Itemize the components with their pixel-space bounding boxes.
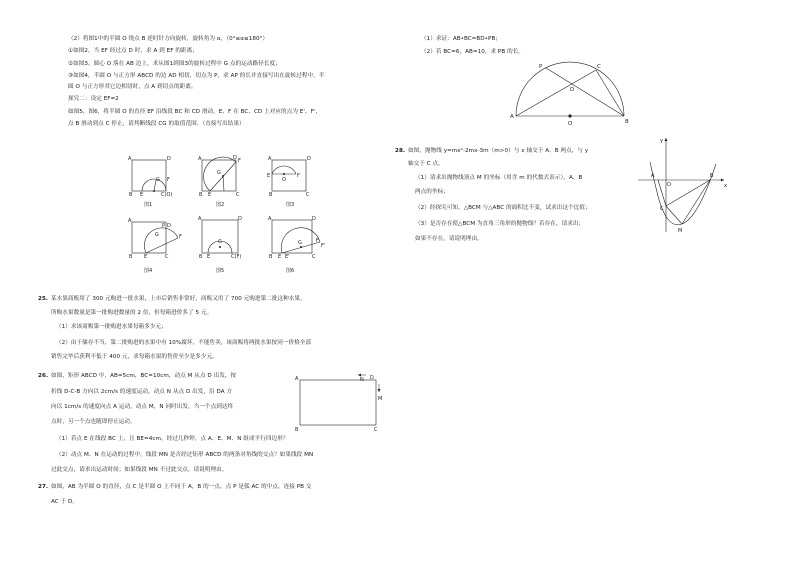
q26-line-7: 过此交点，请求出运动时间；如果线段 MN 不过此交点，请说明理由。 <box>51 467 228 473</box>
fig6-label-e: E <box>278 254 282 260</box>
q24-explore-1: 如图5，图6，将半圆 O 的直径 EF 沿线段 BC 和 CD 滑动，E、F 在 BC、CD 上对应的点为 E'、F'， <box>68 109 322 115</box>
q26-line-5: （1）若点 E 在线段 BC 上，且 BE=4cm，经过几秒钟，点 A、E、M、N 组成平行四边形？ <box>56 436 289 442</box>
q26-arrow-m-head <box>378 389 381 392</box>
q27-label-o: O <box>568 121 573 127</box>
q27-line-1: 如图，AB 为半圆 O 的直径，点 C 是半圆 O 上不同于 A，B 的一点，点 P 是弧 AC 的中点，连接 PB 交 <box>51 484 312 490</box>
fig4-caption: 图4 <box>144 268 153 274</box>
fig3-caption: 图3 <box>286 202 295 208</box>
q28-line-cm <box>666 206 682 224</box>
fig1-label-d: D <box>167 156 171 162</box>
fig2-label-e: E <box>208 192 212 198</box>
q25-line-4: （2）由于储存不当，第二批购进的水果中有 10%腐坏，不能售卖，该商贩将两批水果按同一价格全部 <box>56 340 312 346</box>
fig2-label-d: D <box>233 155 237 161</box>
fig6-label-b: B <box>269 254 273 260</box>
fig1-label-a: A <box>128 156 132 162</box>
q27-label-a: A <box>510 114 514 120</box>
fig4-label-d: D <box>167 223 171 229</box>
q26-line-4: 点时，另一个点也随即停止运动。 <box>51 419 136 425</box>
q25-line-1: 某水果商贩用了 300 元购进一批水果，上市后销售非常好，商贩又用了 700 元购进第二批这种水果， <box>51 296 306 302</box>
q24-explore-2: 点 B 滑动到点 C 停止，请判断线段 CG 的取值范围。（直接写出结果） <box>68 121 245 127</box>
fig4-square <box>132 222 166 253</box>
q28-label-c: C <box>660 206 664 212</box>
q28-figure <box>636 134 730 234</box>
fig4-label-f: F <box>179 234 182 240</box>
fig1-label-e: E <box>140 192 144 198</box>
fig1-label-b: B <box>129 192 133 198</box>
fig4-label-e: E <box>144 254 148 260</box>
fig4-label-a: A <box>128 218 132 224</box>
q28-label-y: y <box>660 138 663 144</box>
fig2-label-g: G <box>217 170 221 176</box>
fig1-caption: 图1 <box>144 202 153 208</box>
fig5-label-d: D <box>238 216 242 222</box>
q28-number: 28. <box>395 148 406 154</box>
fig5-label-b: B <box>199 254 203 260</box>
fig6-label-f: F <box>316 238 319 244</box>
q26-line-6: （2）动点 M、N 在运动的过程中，线段 MN 是否经过矩形 ABCD 的两条对角线的交点？如果线段 MN <box>56 452 314 458</box>
q27-label-b: B <box>625 119 629 125</box>
q27-part2: （2）若 BC=6，AB=10，求 PB 的长。 <box>421 49 525 55</box>
fig2-g-dot <box>222 175 224 177</box>
q27-chord-bc <box>596 70 624 116</box>
q27-center-dot <box>568 114 571 117</box>
fig3-center-dot <box>283 173 285 175</box>
fig1-center-dot <box>153 190 155 192</box>
q26-number: 26. <box>38 373 49 379</box>
fig4-diameter <box>146 238 178 253</box>
q26-label-d: D <box>370 375 374 381</box>
q28-line-4: 两点的坐标； <box>415 189 449 195</box>
q27-figure <box>508 58 628 128</box>
fig6-label-a: A <box>268 216 272 222</box>
fig6-square <box>272 220 312 253</box>
q26-label-n: N <box>360 377 364 383</box>
q28-label-x: x <box>724 183 727 189</box>
fig3-label-d: D <box>307 156 311 162</box>
fig6-caption: 图6 <box>286 268 295 274</box>
fig4-label-c: C <box>165 254 169 260</box>
fig2-caption: 图2 <box>216 202 225 208</box>
fig6-g-dot <box>300 246 302 248</box>
fig1-semicircle <box>142 179 166 191</box>
q24-part2-b: ②如图3，圆心 O 落在 AB 边上，求从图1到图3的旋转过程中 G 点的运动路径长度； <box>68 61 281 67</box>
q24-figures <box>120 150 380 280</box>
q24-part2-a: ①如图2，当 EF 经过点 D 时，求 A 到 EF 的距离； <box>68 48 198 54</box>
q25-line-5: 销售完毕后获利不低于 400 元，求每箱水果的售价至少是多少元。 <box>51 354 218 360</box>
q27-label-c: C <box>597 64 601 70</box>
fig4-label-b: B <box>129 254 133 260</box>
fig2-label-a: A <box>198 156 202 162</box>
fig6-label-g: G <box>298 240 302 246</box>
fig3-label-b: B <box>269 192 273 198</box>
fig1-square <box>132 160 166 191</box>
q28-label-o: O <box>667 182 671 188</box>
q28-line-cb <box>666 180 710 206</box>
q28-label-a: A <box>651 173 655 179</box>
q27-part1: （1）求证：AB•BC=BD•PB； <box>421 36 501 42</box>
q28-line-7: 如果不存在，请说明理由。 <box>415 236 483 242</box>
q27-line-2: AC 于 D。 <box>51 499 79 505</box>
fig3-label-a: A <box>268 156 272 162</box>
fig2-label-c: C <box>236 192 240 198</box>
q28-line-5: （2）经探究可知，△BCM 与△ABC 的面积比不变，试求出这个比值； <box>415 205 591 211</box>
fig1-label-co: C(O) <box>161 192 173 198</box>
fig6-label-c: C <box>312 254 316 260</box>
fig3-label-c: C <box>306 192 310 198</box>
q28-line-1: 如图，抛物线 y=mx²-2mx-3m（m>0）与 x 轴交于 A、B 两点，与 y <box>408 148 589 154</box>
fig3-semicircle <box>272 166 296 174</box>
q26-line-2: 折线 D-C-B 方向以 2cm/s 的速度运动，动点 N 从点 D 出发，沿 DA 方 <box>51 389 233 395</box>
q28-line-3: （1）请求出抛物线顶点 M 的坐标（用含 m 的代数式表示），A、B <box>415 175 583 181</box>
q27-label-d: D <box>570 87 575 93</box>
q24-part2-c1: ③如图4，半圆 O 与正方形 ABCD 的边 AD 相切，切点为 P，求 AP 的长并直接写出在旋转过程中，半 <box>68 73 325 79</box>
q27-label-p: P <box>539 64 543 70</box>
fig5-label-cf: C(F) <box>231 254 242 260</box>
q28-label-b: B <box>710 173 714 179</box>
q27-number: 27. <box>38 484 49 490</box>
q26-rectangle <box>300 380 376 425</box>
fig5-caption: 图5 <box>216 268 225 274</box>
q28-y-arrow <box>665 138 668 141</box>
fig3-label-e: E <box>267 173 271 179</box>
q28-x-arrow <box>721 179 724 182</box>
q25-line-2: 所购水果数量是第一批购进数量的 2 倍，但每箱进价多了 5 元。 <box>51 310 213 316</box>
q28-line-2: 轴交于 C 点。 <box>408 161 444 167</box>
fig3-square <box>272 160 306 191</box>
fig3-label-f: F <box>297 173 300 179</box>
q26-label-c: C <box>374 427 378 433</box>
fig5-square <box>202 220 238 253</box>
fig4-label-g: G <box>155 232 159 238</box>
fig2-label-f: F <box>238 158 241 164</box>
q28-label-m: M <box>678 228 683 234</box>
q24-part2-c2: 圆 O 与正方形其它边相切时，点 A 到切点的距离。 <box>68 84 197 90</box>
q26-line-3: 向以 1cm/s 的速度向点 A 运动，动点 M，N 同时出发，当一个点到达终 <box>51 404 234 410</box>
fig2-line <box>223 176 224 191</box>
q25-line-3: （1）求该商贩第一批购进水果每箱多少元； <box>56 324 167 330</box>
fig5-g-dot <box>219 246 221 248</box>
q25-number: 25. <box>38 296 49 302</box>
q28-line-ac <box>658 180 666 206</box>
fig5-label-e: E <box>207 254 211 260</box>
fig2-label-b: B <box>199 192 203 198</box>
fig4-label-p: P <box>162 223 166 229</box>
q28-parabola <box>650 162 716 225</box>
fig6-label-fprime: F' <box>321 243 326 249</box>
q28-line-mb <box>682 180 710 224</box>
q26-label-m: M <box>378 396 383 402</box>
fig1-label-f: F <box>167 177 170 183</box>
q26-label-b: B <box>295 427 299 433</box>
q28-line-6: （3）是否存在使△BCM 为直角三角形的抛物线？若存在，请求出； <box>415 221 585 227</box>
q24-explore-title: 探究二：设定 EF=2 <box>68 96 119 102</box>
q26-label-a: A <box>295 376 299 382</box>
q26-line-1: 如图，矩形 ABCD 中，AB=5cm，BC=10cm，动点 M 从点 D 出发，按 <box>51 373 237 379</box>
q27-chord-ac <box>516 70 596 116</box>
fig5-label-a: A <box>198 216 202 222</box>
q24-part2: （2）将图1中的半圆 O 绕点 B 逆时针方向旋转，旋转角为 α，（0°≤α≤180°） <box>68 36 269 42</box>
fig3-label-o: O <box>282 177 286 183</box>
fig5-label-g: G <box>218 239 222 245</box>
fig1-label-g: G <box>156 177 160 183</box>
q26-figure <box>292 370 392 434</box>
fig6-label-eprime: E' <box>285 254 290 260</box>
fig6-label-d: D <box>312 216 316 222</box>
